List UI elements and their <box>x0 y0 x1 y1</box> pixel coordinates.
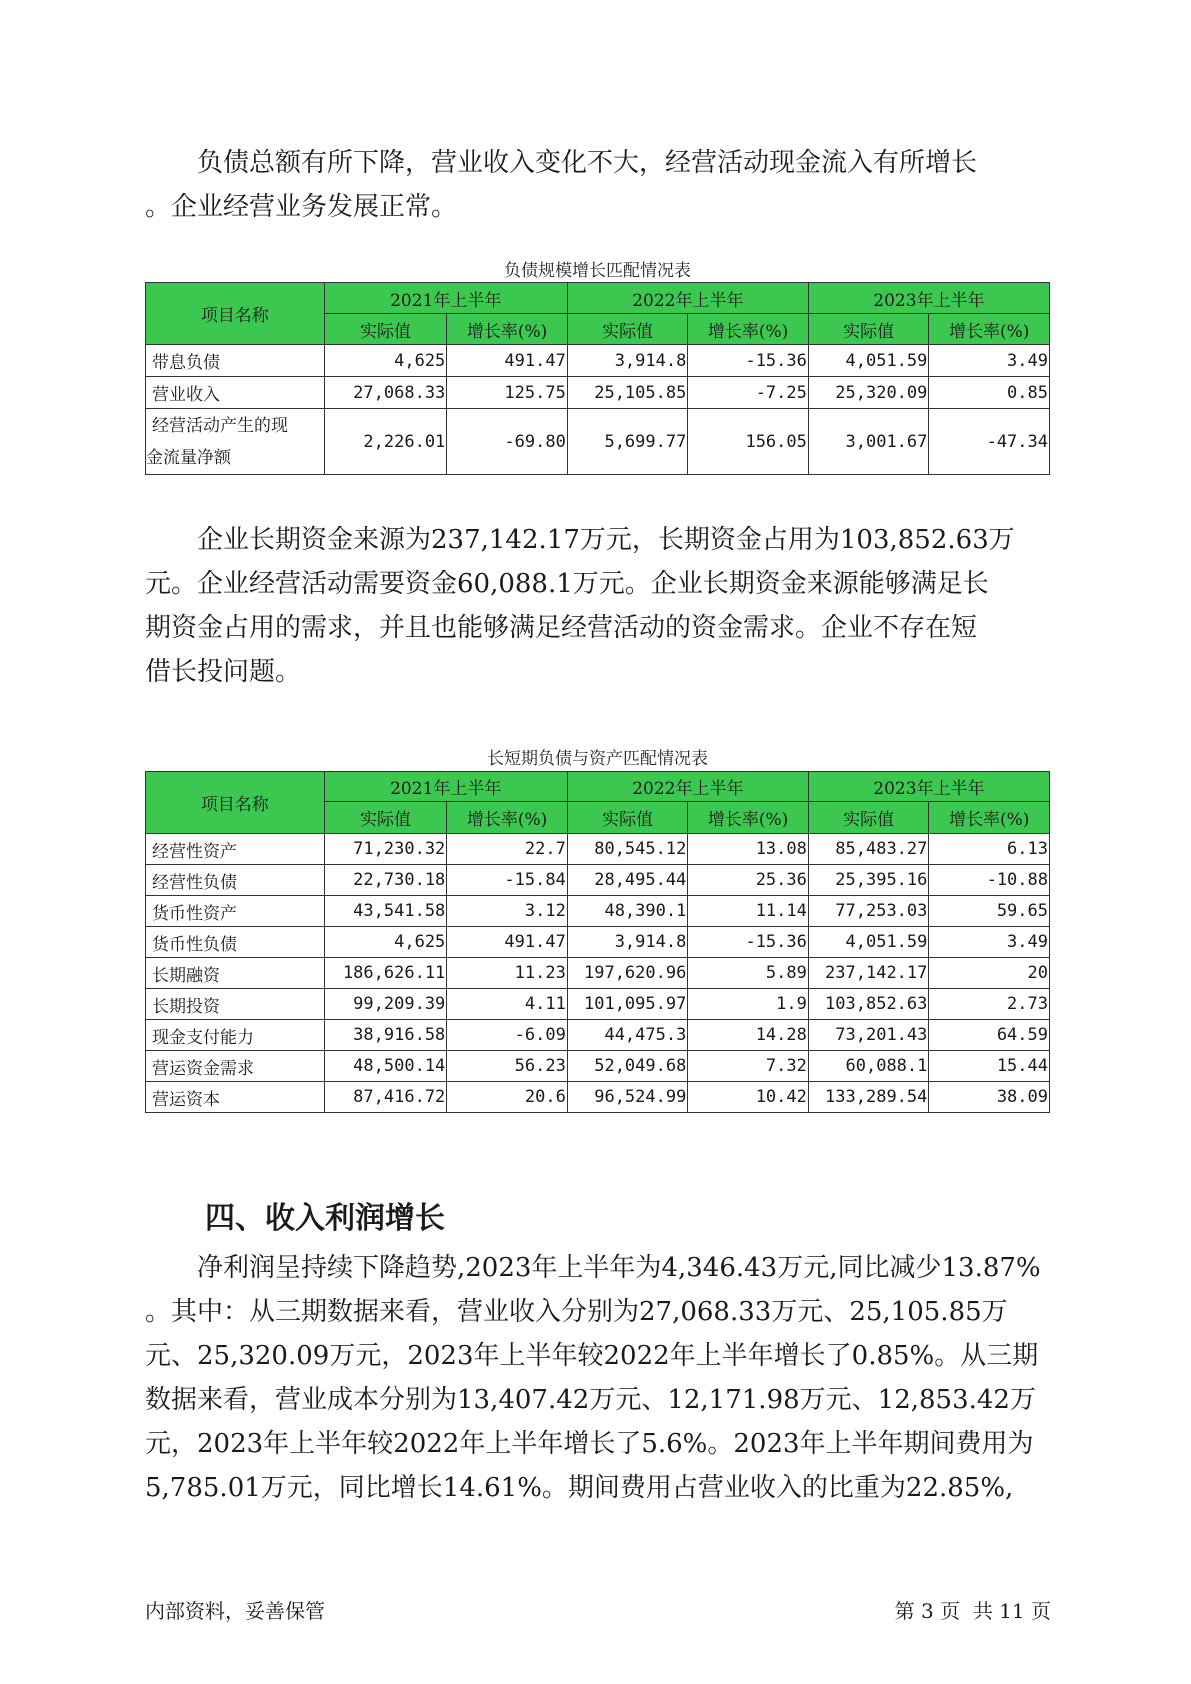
cell: 60,088.1 <box>808 1051 929 1082</box>
table-row <box>146 834 1050 865</box>
paragraph-line: 企业长期资金来源为237,142.17万元，长期资金占用为103,852.63万 <box>197 525 1015 555</box>
cell: -10.88 <box>929 865 1050 896</box>
cell: 48,500.14 <box>324 1051 447 1082</box>
table2-caption: 长短期负债与资产匹配情况表 <box>487 749 708 769</box>
cell: 5,699.77 <box>567 409 688 475</box>
cell: -47.34 <box>929 409 1050 475</box>
header-growth: 增长率(%) <box>447 802 568 834</box>
header-actual: 实际值 <box>324 314 447 345</box>
header-growth: 增长率(%) <box>447 314 568 345</box>
cell: 48,390.1 <box>567 896 688 927</box>
table-row <box>146 896 1050 927</box>
paragraph-line: 元，2023年上半年较2022年上半年增长了5.6%。2023年上半年期间费用为 <box>145 1429 1034 1459</box>
cell: 73,201.43 <box>808 1020 929 1051</box>
paragraph-line: 元、25,320.09万元，2023年上半年较2022年上半年增长了0.85%。从三期 <box>145 1341 1039 1371</box>
footer-page-number: 第 3 页 共 11 页 <box>894 1599 1051 1623</box>
table-row <box>146 377 1050 409</box>
paragraph-line: 。其中：从三期数据来看，营业收入分别为27,068.33万元、25,105.85万 <box>145 1297 1008 1327</box>
cell: 64.59 <box>929 1020 1050 1051</box>
cell: 13.08 <box>688 834 809 865</box>
cell: 6.13 <box>929 834 1050 865</box>
cell: 3.49 <box>929 927 1050 958</box>
cell: 1.9 <box>688 989 809 1020</box>
header-actual: 实际值 <box>808 802 929 834</box>
row-name: 经营性资产 <box>146 834 325 865</box>
cell: 125.75 <box>447 377 568 409</box>
header-growth: 增长率(%) <box>688 314 809 345</box>
cell: 4,625 <box>324 927 447 958</box>
row-name-line: 金流量净额 <box>146 447 231 468</box>
cell: -7.25 <box>688 377 809 409</box>
paragraph-line: 净利润呈持续下降趋势,2023年上半年为4,346.43万元,同比减少13.87% <box>197 1253 1041 1283</box>
cell: 133,289.54 <box>808 1082 929 1113</box>
paragraph-line: 借长投问题。 <box>145 657 302 687</box>
cell: 38.09 <box>929 1082 1050 1113</box>
cell: 28,495.44 <box>567 865 688 896</box>
header-growth: 增长率(%) <box>688 802 809 834</box>
header-period: 2023年上半年 <box>808 283 1049 314</box>
table-row <box>146 1051 1050 1082</box>
cell: 5.89 <box>688 958 809 989</box>
cell: 27,068.33 <box>324 377 447 409</box>
cell: -6.09 <box>447 1020 568 1051</box>
cell: -15.36 <box>688 345 809 377</box>
profit-paragraph <box>145 1246 1055 1510</box>
cell: 7.32 <box>688 1051 809 1082</box>
cell: 99,209.39 <box>324 989 447 1020</box>
cell: 2,226.01 <box>324 409 447 475</box>
footer-confidential: 内部资料，妥善保管 <box>145 1599 325 1623</box>
cell: 11.23 <box>447 958 568 989</box>
table-row <box>146 958 1050 989</box>
row-name: 货币性负债 <box>146 927 325 958</box>
cell: 3,914.8 <box>567 345 688 377</box>
row-name: 长期融资 <box>146 958 325 989</box>
cell: 101,095.97 <box>567 989 688 1020</box>
cell: 237,142.17 <box>808 958 929 989</box>
header-growth: 增长率(%) <box>929 314 1050 345</box>
row-name-line: 经营活动产生的现 <box>152 415 288 436</box>
header-item-name: 项目名称 <box>146 283 325 345</box>
table1-caption: 负债规模增长匹配情况表 <box>504 261 691 281</box>
table-row <box>146 1020 1050 1051</box>
table-row <box>146 989 1050 1020</box>
cell: -69.80 <box>447 409 568 475</box>
cell: 25,105.85 <box>567 377 688 409</box>
table-row <box>146 927 1050 958</box>
table-row <box>146 409 1050 475</box>
cell: 56.23 <box>447 1051 568 1082</box>
cell: 4,051.59 <box>808 927 929 958</box>
cell: 87,416.72 <box>324 1082 447 1113</box>
paragraph-line: 元。企业经营活动需要资金60,088.1万元。企业长期资金来源能够满足长 <box>145 569 989 599</box>
cell: -15.36 <box>688 927 809 958</box>
cell: 22.7 <box>447 834 568 865</box>
cell: 2.73 <box>929 989 1050 1020</box>
cell: 96,524.99 <box>567 1082 688 1113</box>
asset-liability-match-table <box>145 771 1050 1113</box>
cell: 71,230.32 <box>324 834 447 865</box>
row-name <box>146 409 325 475</box>
cell: 22,730.18 <box>324 865 447 896</box>
header-actual: 实际值 <box>808 314 929 345</box>
intro-paragraph <box>145 141 1055 229</box>
cell: 4,051.59 <box>808 345 929 377</box>
row-name: 营运资本 <box>146 1082 325 1113</box>
cell: 491.47 <box>447 345 568 377</box>
paragraph-line: 数据来看，营业成本分别为13,407.42万元、12,171.98万元、12,853.42万 <box>145 1385 1036 1415</box>
header-period: 2023年上半年 <box>808 772 1049 802</box>
cell: 4,625 <box>324 345 447 377</box>
cell: 20.6 <box>447 1082 568 1113</box>
cell: 3,914.8 <box>567 927 688 958</box>
header-period: 2021年上半年 <box>324 283 567 314</box>
row-name: 经营性负债 <box>146 865 325 896</box>
row-name: 带息负债 <box>146 345 325 377</box>
row-name: 货币性资产 <box>146 896 325 927</box>
cell: 25.36 <box>688 865 809 896</box>
header-period: 2022年上半年 <box>567 283 808 314</box>
cell: 156.05 <box>688 409 809 475</box>
paragraph-line: 负债总额有所下降，营业收入变化不大，经营活动现金流入有所增长 <box>197 148 978 178</box>
paragraph-line: 期资金占用的需求，并且也能够满足经营活动的资金需求。企业不存在短 <box>145 613 978 643</box>
cell: 3.49 <box>929 345 1050 377</box>
header-item-name: 项目名称 <box>146 772 325 834</box>
cell: 0.85 <box>929 377 1050 409</box>
section-heading: 四、收入利润增长 <box>205 1201 445 1236</box>
cell: 197,620.96 <box>567 958 688 989</box>
cell: 4.11 <box>447 989 568 1020</box>
paragraph-line: 。企业经营业务发展正常。 <box>145 192 458 222</box>
row-name: 营运资金需求 <box>146 1051 325 1082</box>
table-row <box>146 1082 1050 1113</box>
row-name: 营业收入 <box>146 377 325 409</box>
cell: 25,320.09 <box>808 377 929 409</box>
cell: 77,253.03 <box>808 896 929 927</box>
table-row <box>146 345 1050 377</box>
cell: 10.42 <box>688 1082 809 1113</box>
table-row <box>146 865 1050 896</box>
cell: -15.84 <box>447 865 568 896</box>
cell: 25,395.16 <box>808 865 929 896</box>
header-actual: 实际值 <box>567 314 688 345</box>
cell: 38,916.58 <box>324 1020 447 1051</box>
cell: 103,852.63 <box>808 989 929 1020</box>
cell: 85,483.27 <box>808 834 929 865</box>
cell: 20 <box>929 958 1050 989</box>
row-name: 长期投资 <box>146 989 325 1020</box>
header-period: 2021年上半年 <box>324 772 567 802</box>
row-name: 现金支付能力 <box>146 1020 325 1051</box>
cell: 43,541.58 <box>324 896 447 927</box>
cell: 186,626.11 <box>324 958 447 989</box>
cell: 11.14 <box>688 896 809 927</box>
funding-paragraph <box>145 518 1055 694</box>
header-actual: 实际值 <box>324 802 447 834</box>
cell: 491.47 <box>447 927 568 958</box>
cell: 80,545.12 <box>567 834 688 865</box>
header-actual: 实际值 <box>567 802 688 834</box>
cell: 59.65 <box>929 896 1050 927</box>
header-period: 2022年上半年 <box>567 772 808 802</box>
cell: 3.12 <box>447 896 568 927</box>
cell: 44,475.3 <box>567 1020 688 1051</box>
cell: 52,049.68 <box>567 1051 688 1082</box>
liability-growth-table <box>145 282 1050 475</box>
cell: 14.28 <box>688 1020 809 1051</box>
paragraph-line: 5,785.01万元，同比增长14.61%。期间费用占营业收入的比重为22.85%, <box>145 1473 1014 1503</box>
header-growth: 增长率(%) <box>929 802 1050 834</box>
cell: 3,001.67 <box>808 409 929 475</box>
cell: 15.44 <box>929 1051 1050 1082</box>
